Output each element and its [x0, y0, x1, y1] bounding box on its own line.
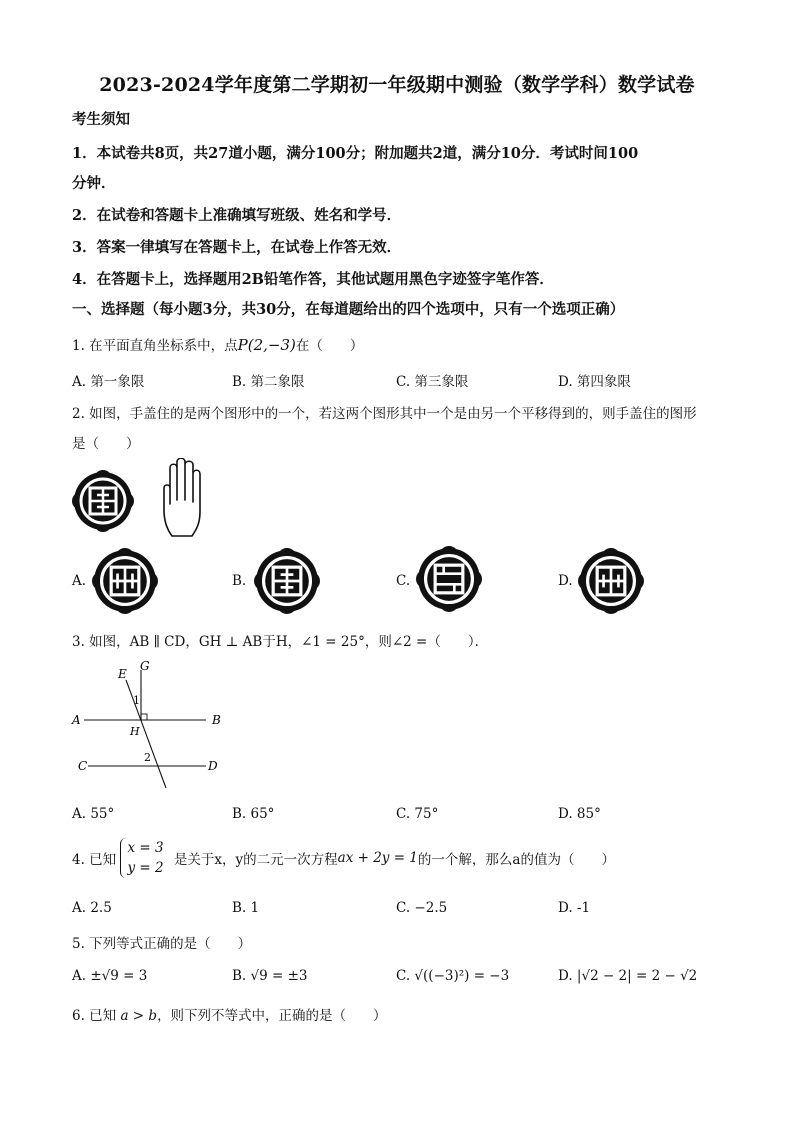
- notice-item-2: 2．在试卷和答题卡上准确填写班级、姓名和学号．: [72, 207, 402, 224]
- question-2-line1: 2. 如图，手盖住的是两个图形中的一个，若这两个图形其中一个是由另一个平移得到的，则手盖住的图形: [72, 406, 697, 422]
- q1-option-b: B. 第二象限: [232, 374, 305, 390]
- q2-option-a-seal-icon: [92, 548, 158, 614]
- q2-option-b-label: B.: [232, 573, 247, 589]
- label-d: D: [208, 759, 218, 773]
- hand-icon: [158, 458, 216, 540]
- q1-suffix: 在（ ）: [295, 338, 364, 354]
- seal-figure-original: [72, 470, 134, 532]
- q5-option-a: A. ±√9 = 3: [72, 968, 148, 984]
- angle-2-label: 2: [144, 751, 151, 764]
- q6-suffix: ，则下列不等式中，正确的是（ ）: [157, 1008, 387, 1024]
- q4-equation-system: [120, 838, 169, 878]
- q1-prefix: 1. 在平面直角坐标系中，点: [72, 338, 238, 354]
- q3-option-d: D. 85°: [558, 806, 601, 822]
- notice-heading: 考生须知: [72, 111, 130, 128]
- q5-option-c: C. √((−3)²) = −3: [396, 968, 510, 984]
- q2-option-a-label: A.: [72, 573, 87, 589]
- page-title: 2023-2024学年度第二学期初一年级期中测验（数学学科）数学试卷: [99, 74, 695, 96]
- angle-1-label: 1: [133, 694, 140, 707]
- label-e: E: [118, 667, 127, 681]
- q2-option-c-seal-icon: [416, 546, 482, 612]
- q4-middle: 是关于x，y的二元一次方程: [173, 852, 338, 868]
- question-3: 3. 如图，AB ∥ CD，GH ⊥ AB于H，∠1 = 25°，则∠2 =（ ）．: [72, 634, 489, 650]
- q4-option-a: A. 2.5: [72, 900, 112, 916]
- label-h: H: [130, 725, 140, 738]
- q2-option-c-label: C.: [396, 573, 411, 589]
- q4-prefix: 4. 已知: [72, 852, 117, 868]
- q3-option-c: C. 75°: [396, 806, 439, 822]
- question-6: [72, 1004, 387, 1024]
- q3-option-b: B. 65°: [232, 806, 275, 822]
- q6-condition: a > b: [120, 1008, 158, 1024]
- q1-option-d: D. 第四象限: [558, 374, 631, 390]
- label-g: G: [140, 659, 150, 673]
- q1-option-a: A. 第一象限: [72, 374, 145, 390]
- q4-option-c: C. −2.5: [396, 900, 448, 916]
- q5-option-b: B. √9 = ±3: [232, 968, 308, 984]
- section-heading: 一、选择题（每小题3分，共30分，在每道题给出的四个选项中，只有一个选项正确）: [72, 301, 625, 318]
- notice-item-1-cont: 分钟．: [72, 175, 116, 192]
- q4-sys-line2: y = 2: [127, 860, 164, 876]
- parallel-lines-diagram: [68, 658, 228, 794]
- q4-equation: ax + 2y = 1: [337, 850, 418, 866]
- q5-option-d: D. |√2 − 2| = 2 − √2: [558, 968, 698, 984]
- q4-option-b: B. 1: [232, 900, 260, 916]
- q2-option-d-label: D.: [558, 573, 573, 589]
- q2-option-d-seal-icon: [578, 548, 644, 614]
- notice-item-4: 4．在答题卡上，选择题用2B铅笔作答，其他试题用黑色字迹签字笔作答．: [72, 271, 554, 288]
- question-4: [72, 838, 615, 878]
- question-2-line2: 是（ ）: [72, 436, 140, 452]
- label-a: A: [72, 713, 81, 727]
- question-1: [72, 334, 363, 354]
- label-b: B: [212, 713, 221, 727]
- q4-suffix: 的一个解，那么a的值为（ ）: [417, 852, 615, 868]
- label-c: C: [78, 759, 88, 773]
- q4-option-d: D. -1: [558, 900, 591, 916]
- q2-option-b-seal-icon: [254, 548, 320, 614]
- notice-item-1: 1．本试卷共8页，共27道小题，满分100分；附加题共2道，满分10分．考试时间100: [72, 145, 639, 162]
- q4-sys-line1: x = 3: [127, 840, 164, 856]
- q1-point: P(2,−3): [237, 336, 296, 354]
- q3-option-a: A. 55°: [72, 806, 115, 822]
- notice-item-3: 3．答案一律填写在答题卡上，在试卷上作答无效．: [72, 239, 402, 256]
- question-5: 5. 下列等式正确的是（ ）: [72, 936, 252, 952]
- q1-option-c: C. 第三象限: [396, 374, 469, 390]
- q6-prefix: 6. 已知: [72, 1008, 117, 1024]
